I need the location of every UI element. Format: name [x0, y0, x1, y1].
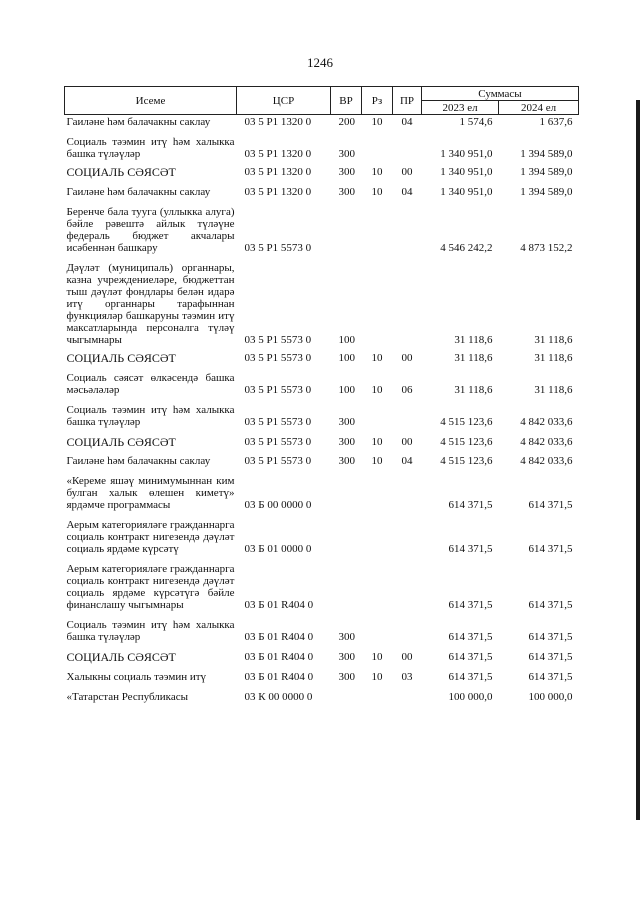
cell-vr: 300: [338, 148, 355, 160]
cell-rz: [362, 685, 393, 705]
header-year-2023: 2023 ел: [422, 101, 499, 115]
cell-name: Аерым категорияләге гражданнарга социаль контракт нигезендә дәүләт социаль ярдәме күрсәтү: [66, 519, 235, 555]
cell-v2023: 614 371,5: [448, 543, 493, 555]
cell-name: Социаль сәясәт өлкәсендә башка мәсьәләләр: [66, 372, 235, 396]
cell-rz: 10: [371, 116, 383, 128]
cell-rz: 10: [371, 436, 383, 448]
cell-csr: 03 Б 01 0000 0: [244, 543, 312, 555]
cell-v2024: 1 394 589,0: [520, 166, 573, 178]
table-row: [65, 469, 579, 513]
cell-pr: [393, 398, 422, 430]
cell-pr: [393, 256, 422, 348]
cell-vr: 300: [338, 436, 355, 448]
cell-name: Халыкны социаль тәэмин итү: [66, 671, 207, 683]
cell-v2023: 4 546 242,2: [440, 242, 493, 254]
cell-v2023: 614 371,5: [448, 499, 493, 511]
header-name: Исеме: [65, 87, 237, 115]
cell-v2023: 1 340 951,0: [440, 186, 493, 198]
cell-vr: [331, 685, 362, 705]
table-row: [65, 557, 579, 613]
scan-edge-bar: [636, 100, 640, 820]
cell-rz: [362, 130, 393, 162]
cell-vr: 300: [338, 455, 355, 467]
cell-csr: 03 Б 01 R404 0: [244, 599, 314, 611]
cell-csr: 03 Б 01 R404 0: [244, 651, 314, 663]
table-row: [65, 180, 579, 200]
cell-v2023: 4 515 123,6: [440, 436, 493, 448]
cell-pr: [393, 613, 422, 645]
cell-rz: 10: [371, 352, 383, 364]
cell-v2024: 614 371,5: [528, 631, 573, 643]
cell-vr: 100: [338, 384, 355, 396]
header-pr: ПР: [393, 87, 422, 115]
cell-name: СОЦИАЛЬ СӘЯСӘТ: [66, 165, 176, 179]
cell-name: СОЦИАЛЬ СӘЯСӘТ: [66, 351, 176, 365]
cell-vr: 100: [338, 352, 355, 364]
cell-pr: 00: [401, 166, 413, 178]
cell-pr: 03: [401, 671, 413, 683]
table-row: [65, 115, 579, 131]
cell-rz: [362, 513, 393, 557]
cell-vr: 300: [338, 631, 355, 643]
cell-pr: 00: [401, 436, 413, 448]
cell-vr: 100: [338, 334, 355, 346]
cell-pr: [393, 513, 422, 557]
cell-v2024: 1 394 589,0: [520, 186, 573, 198]
cell-csr: 03 Б 01 R404 0: [244, 671, 314, 683]
cell-pr: [393, 469, 422, 513]
cell-v2024: 614 371,5: [528, 543, 573, 555]
cell-v2023: 100 000,0: [448, 691, 493, 703]
header-csr: ЦСР: [237, 87, 331, 115]
cell-pr: [393, 685, 422, 705]
cell-rz: 10: [371, 651, 383, 663]
cell-pr: 04: [401, 186, 413, 198]
cell-csr: 03 5 Р1 1320 0: [244, 116, 312, 128]
cell-name: Гаиләне һәм балачакны саклау: [66, 116, 211, 128]
cell-pr: [393, 130, 422, 162]
cell-v2023: 614 371,5: [448, 599, 493, 611]
cell-csr: 03 5 Р1 5573 0: [244, 384, 312, 396]
cell-v2023: 1 574,6: [459, 116, 493, 128]
cell-vr: [331, 513, 362, 557]
cell-vr: 300: [338, 186, 355, 198]
cell-v2024: 614 371,5: [528, 599, 573, 611]
table-row: [65, 256, 579, 348]
cell-v2024: 1 637,6: [539, 116, 573, 128]
table-row: [65, 200, 579, 256]
cell-vr: 200: [338, 116, 355, 128]
cell-csr: 03 5 Р1 5573 0: [244, 352, 312, 364]
cell-vr: 300: [338, 416, 355, 428]
table-row: [65, 645, 579, 665]
cell-csr: 03 Б 01 R404 0: [244, 631, 314, 643]
cell-name: СОЦИАЛЬ СӘЯСӘТ: [66, 650, 176, 664]
header-rz: Рз: [362, 87, 393, 115]
table-row: [65, 348, 579, 366]
cell-v2023: 614 371,5: [448, 671, 493, 683]
cell-rz: 10: [371, 166, 383, 178]
cell-v2024: 4 873 152,2: [520, 242, 573, 254]
cell-csr: 03 5 Р1 1320 0: [244, 186, 312, 198]
cell-csr: 03 Б 00 0000 0: [244, 499, 312, 511]
table-body: [65, 115, 579, 706]
table-row: [65, 613, 579, 645]
cell-v2023: 31 118,6: [454, 352, 493, 364]
cell-v2023: 4 515 123,6: [440, 455, 493, 467]
cell-rz: [362, 557, 393, 613]
cell-v2023: 31 118,6: [454, 384, 493, 396]
cell-vr: 300: [338, 671, 355, 683]
cell-pr: 06: [401, 384, 413, 396]
cell-v2024: 31 118,6: [534, 384, 573, 396]
cell-v2024: 1 394 589,0: [520, 148, 573, 160]
page-number: 1246: [307, 55, 333, 70]
cell-name: Аерым категорияләге гражданнарга социаль контракт нигезендә дәүләт социаль ярдәме күрсәтүгә бәйле финанслашу чыгымнары: [66, 563, 235, 611]
header-vr: ВР: [331, 87, 362, 115]
table-row: [65, 685, 579, 705]
cell-rz: [362, 256, 393, 348]
cell-v2023: 614 371,5: [448, 651, 493, 663]
table-row: [65, 513, 579, 557]
cell-vr: 300: [338, 651, 355, 663]
cell-name: Социаль тәэмин итү һәм халыкка башка түләүләр: [66, 136, 235, 160]
cell-v2024: 4 842 033,6: [520, 436, 573, 448]
cell-vr: [331, 200, 362, 256]
cell-name: Беренче бала туугa (уллыкка алуга) бәйле рәвештә айлык түләүне федераль бюджет акчалары исәбеннән башкару: [66, 206, 235, 254]
header-year-2024: 2024 ел: [499, 101, 579, 115]
table-row: [65, 398, 579, 430]
cell-name: Гаиләне һәм балачакны саклау: [66, 186, 211, 198]
cell-csr: 03 5 Р1 5573 0: [244, 455, 312, 467]
cell-rz: [362, 398, 393, 430]
cell-rz: 10: [371, 671, 383, 683]
cell-vr: 300: [338, 166, 355, 178]
cell-name: Социаль тәэмин итү һәм халыкка башка түләүләр: [66, 404, 235, 428]
cell-v2024: 614 371,5: [528, 499, 573, 511]
cell-pr: 04: [401, 116, 413, 128]
cell-name: Социаль тәэмин итү һәм халыкка башка түләүләр: [66, 619, 235, 643]
cell-v2023: 614 371,5: [448, 631, 493, 643]
table-row: [65, 366, 579, 398]
cell-pr: 04: [401, 455, 413, 467]
cell-v2024: 4 842 033,6: [520, 455, 573, 467]
cell-pr: [393, 557, 422, 613]
cell-rz: 10: [371, 186, 383, 198]
cell-v2023: 1 340 951,0: [440, 148, 493, 160]
cell-vr: [331, 469, 362, 513]
cell-csr: 03 5 Р1 1320 0: [244, 148, 312, 160]
cell-csr: 03 5 Р1 5573 0: [244, 334, 312, 346]
cell-name: «Татарстан Республикасы: [66, 691, 188, 703]
cell-name: «Кереме яшәү минимумыннан ким булган халык өлешен киметү» ярдәмче программасы: [66, 475, 235, 511]
cell-vr: [331, 557, 362, 613]
cell-csr: 03 5 Р1 5573 0: [244, 242, 312, 254]
budget-table: [64, 86, 579, 705]
cell-v2023: 1 340 951,0: [440, 166, 493, 178]
table-row: [65, 430, 579, 450]
header-sums: Суммасы: [422, 87, 579, 101]
cell-name: Гаиләне һәм балачакны саклау: [66, 455, 211, 467]
table-row: [65, 130, 579, 162]
cell-rz: [362, 469, 393, 513]
table-row: [65, 162, 579, 180]
table-row: [65, 665, 579, 685]
cell-csr: 03 5 Р1 5573 0: [244, 416, 312, 428]
cell-rz: [362, 200, 393, 256]
cell-pr: 00: [401, 352, 413, 364]
cell-name: Дәүләт (муниципаль) органнары, казна учреждениеләре, бюджеттан тыш дәүләт фондлары белән идарә итү органнары тарафыннан функцияләр башкаруны тәэмин итү максатларында персоналга түләү чыгымнары: [66, 262, 235, 346]
cell-v2024: 614 371,5: [528, 651, 573, 663]
cell-csr: 03 5 Р1 5573 0: [244, 436, 312, 448]
cell-v2024: 31 118,6: [534, 352, 573, 364]
cell-pr: [393, 200, 422, 256]
cell-v2024: 100 000,0: [528, 691, 573, 703]
cell-rz: [362, 613, 393, 645]
cell-rz: 10: [371, 384, 383, 396]
cell-v2024: 31 118,6: [534, 334, 573, 346]
cell-pr: 00: [401, 651, 413, 663]
cell-csr: 03 5 Р1 1320 0: [244, 166, 312, 178]
cell-v2024: 4 842 033,6: [520, 416, 573, 428]
cell-v2023: 4 515 123,6: [440, 416, 493, 428]
cell-csr: 03 К 00 0000 0: [244, 691, 313, 703]
table-row: [65, 450, 579, 469]
cell-v2023: 31 118,6: [454, 334, 493, 346]
cell-v2024: 614 371,5: [528, 671, 573, 683]
cell-name: СОЦИАЛЬ СӘЯСӘТ: [66, 435, 176, 449]
cell-rz: 10: [371, 455, 383, 467]
